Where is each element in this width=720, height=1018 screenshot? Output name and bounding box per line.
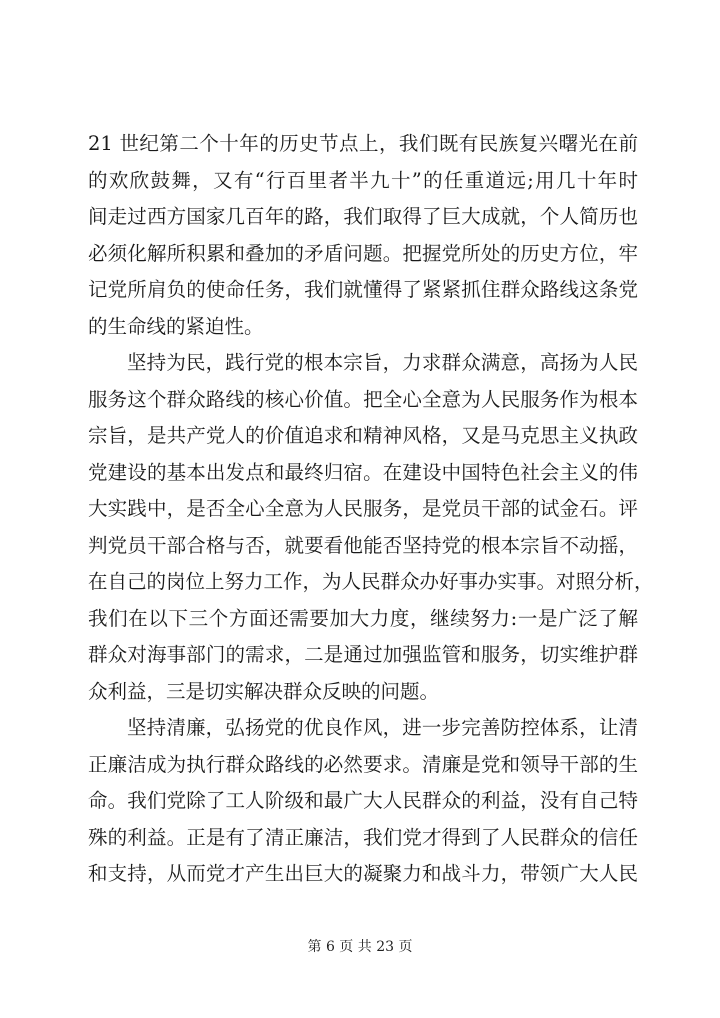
page-number-label: 第 6 页 共 23 页	[307, 939, 413, 955]
text-line: 众利益，三是切实解决群众反映的问题。	[88, 679, 440, 703]
text-line: 间走过西方国家几百年的路，我们取得了巨大成就，个人简历也	[88, 205, 638, 228]
text-line: 正廉洁成为执行群众路线的必然要求。清廉是党和领导干部的生	[88, 752, 638, 776]
page-footer	[0, 936, 720, 956]
text-line: 党建设的基本出发点和最终归宿。在建设中国特色社会主义的伟	[88, 460, 638, 484]
body-text	[88, 126, 654, 893]
text-line: 在自己的岗位上努力工作，为人民群众办好事办实事。对照分析，	[88, 570, 654, 593]
text-line: 必须化解所积累和叠加的矛盾问题。把握党所处的历史方位，牢	[88, 241, 638, 265]
paragraph	[88, 345, 654, 710]
text-line: 坚持清廉，弘扬党的优良作风，进一步完善防控体系，让清	[127, 716, 638, 739]
text-line: 大实践中，是否全心全意为人民服务，是党员干部的试金石。评	[88, 497, 638, 520]
paragraph	[88, 126, 638, 345]
text-line: 我们在以下三个方面还需要加大力度，继续努力:一是广泛了解	[88, 606, 638, 630]
text-line: 命。我们党除了工人阶级和最广大人民群众的利益，没有自己特	[88, 789, 638, 812]
text-line: 殊的利益。正是有了清正廉洁，我们党才得到了人民群众的信任	[88, 825, 638, 849]
text-line: 记党所肩负的使命任务，我们就懂得了紧紧抓住群众路线这条党	[88, 278, 638, 301]
text-line: 的生命线的紧迫性。	[88, 314, 264, 338]
paragraph	[88, 710, 638, 893]
text-line: 21 世纪第二个十年的历史节点上，我们既有民族复兴曙光在前	[88, 132, 638, 155]
text-line: 和支持，从而党才产生出巨大的凝聚力和战斗力，带领广大人民	[88, 862, 638, 885]
text-line: 的欢欣鼓舞，又有“行百里者半九十”的任重道远;用几十年时	[88, 168, 638, 192]
text-line: 判党员干部合格与否，就要看他能否坚持党的根本宗旨不动摇，	[88, 533, 638, 557]
text-line: 群众对海事部门的需求，二是通过加强监管和服务，切实维护群	[88, 643, 638, 666]
text-line: 坚持为民，践行党的根本宗旨，力求群众满意，高扬为人民	[127, 351, 638, 374]
text-line: 服务这个群众路线的核心价值。把全心全意为人民服务作为根本	[88, 387, 638, 411]
text-line: 宗旨，是共产党人的价值追求和精神风格，又是马克思主义执政	[88, 424, 638, 447]
